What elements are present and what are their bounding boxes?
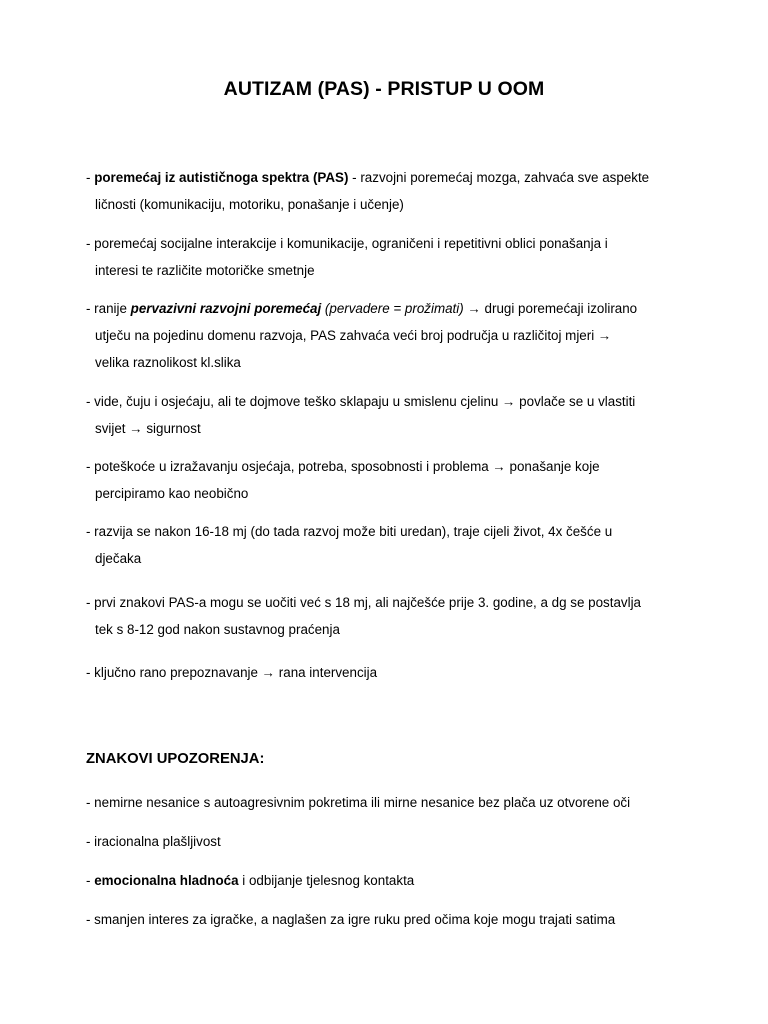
paragraph-line: dječaka <box>95 551 142 566</box>
paragraph-line <box>86 867 686 894</box>
bold-term: emocionalna hladnoća <box>94 873 239 888</box>
paragraph-line: - poteškoće u izražavanju osjećaja, potreba, sposobnosti i problema → ponašanje koje <box>86 459 600 474</box>
paragraph-line: utječu na pojedinu domenu razvoja, PAS zahvaća veći broj područja u različitoj mjeri → <box>95 328 612 343</box>
paragraph-text: → drugi poremećaji izolirano <box>463 301 638 316</box>
paragraph-line: percipiramo kao neobično <box>95 486 249 501</box>
paragraph-line: - nemirne nesanice s autoagresivnim pokretima ili mirne nesanice bez plača uz otvorene oči <box>86 795 631 810</box>
paragraph-line: - vide, čuju i osjećaju, ali te dojmove teško sklapaju u smislenu cjelinu → povlače se u vlastiti <box>86 394 636 409</box>
paragraph-text: i odbijanje tjelesnog kontakta <box>238 873 415 888</box>
paragraph-line: - ključno rano prepoznavanje → rana intervencija <box>86 665 378 680</box>
paragraph-line: ličnosti (komunikaciju, motoriku, ponašanje i učenje) <box>95 197 404 212</box>
paragraph-text: - razvojni poremećaj mozga, zahvaća sve aspekte <box>348 170 650 185</box>
warning-sign-item <box>86 828 686 855</box>
paragraph-social-interaction <box>86 230 686 284</box>
paragraph-line <box>86 295 686 322</box>
page-title: AUTIZAM (PAS) - PRISTUP U OOM <box>223 78 545 100</box>
paragraph-pas-definition <box>86 164 686 218</box>
bullet-prefix: - <box>86 170 95 185</box>
warning-sign-item <box>86 867 686 894</box>
italic-note: (pervadere = prožimati) <box>321 301 464 316</box>
section-heading-warning-signs: ZNAKOVI UPOZORENJA: <box>86 751 265 767</box>
paragraph-line: interesi te različite motoričke smetnje <box>95 263 315 278</box>
bold-term: poremećaj iz autističnoga spektra (PAS) <box>94 170 349 185</box>
paragraph-line: velika raznolikost kl.slika <box>95 355 241 370</box>
warning-sign-item <box>86 906 686 933</box>
paragraph-line: tek s 8-12 god nakon sustavnog praćenja <box>95 622 340 637</box>
bullet-prefix: - ranije <box>86 301 131 316</box>
paragraph-line: - prvi znakovi PAS-a mogu se uočiti već s 18 mj, ali najčešće prije 3. godine, a dg se postavlja <box>86 595 641 610</box>
paragraph-perception <box>86 388 686 442</box>
paragraph-pervasive-disorder <box>86 295 686 376</box>
bullet-prefix: - <box>86 873 95 888</box>
paragraph-line: - smanjen interes za igračke, a naglašen za igre ruku pred očima koje mogu trajati satima <box>86 912 616 927</box>
bold-italic-term: pervazivni razvojni poremećaj <box>130 301 322 316</box>
paragraph-line: - razvija se nakon 16-18 mj (do tada razvoj može biti uredan), traje cijeli život, 4x češće u <box>86 524 613 539</box>
paragraph-expression-difficulties <box>86 453 686 507</box>
warning-sign-item <box>86 789 686 816</box>
paragraph-first-signs <box>86 589 686 643</box>
paragraph-line: svijet → sigurnost <box>95 421 201 436</box>
paragraph-early-recognition <box>86 659 686 686</box>
paragraph-line: - iracionalna plašljivost <box>86 834 221 849</box>
paragraph-line <box>86 164 686 191</box>
paragraph-onset <box>86 518 686 572</box>
paragraph-line: - poremećaj socijalne interakcije i komunikacije, ograničeni i repetitivni oblici ponašanja i <box>86 236 608 251</box>
